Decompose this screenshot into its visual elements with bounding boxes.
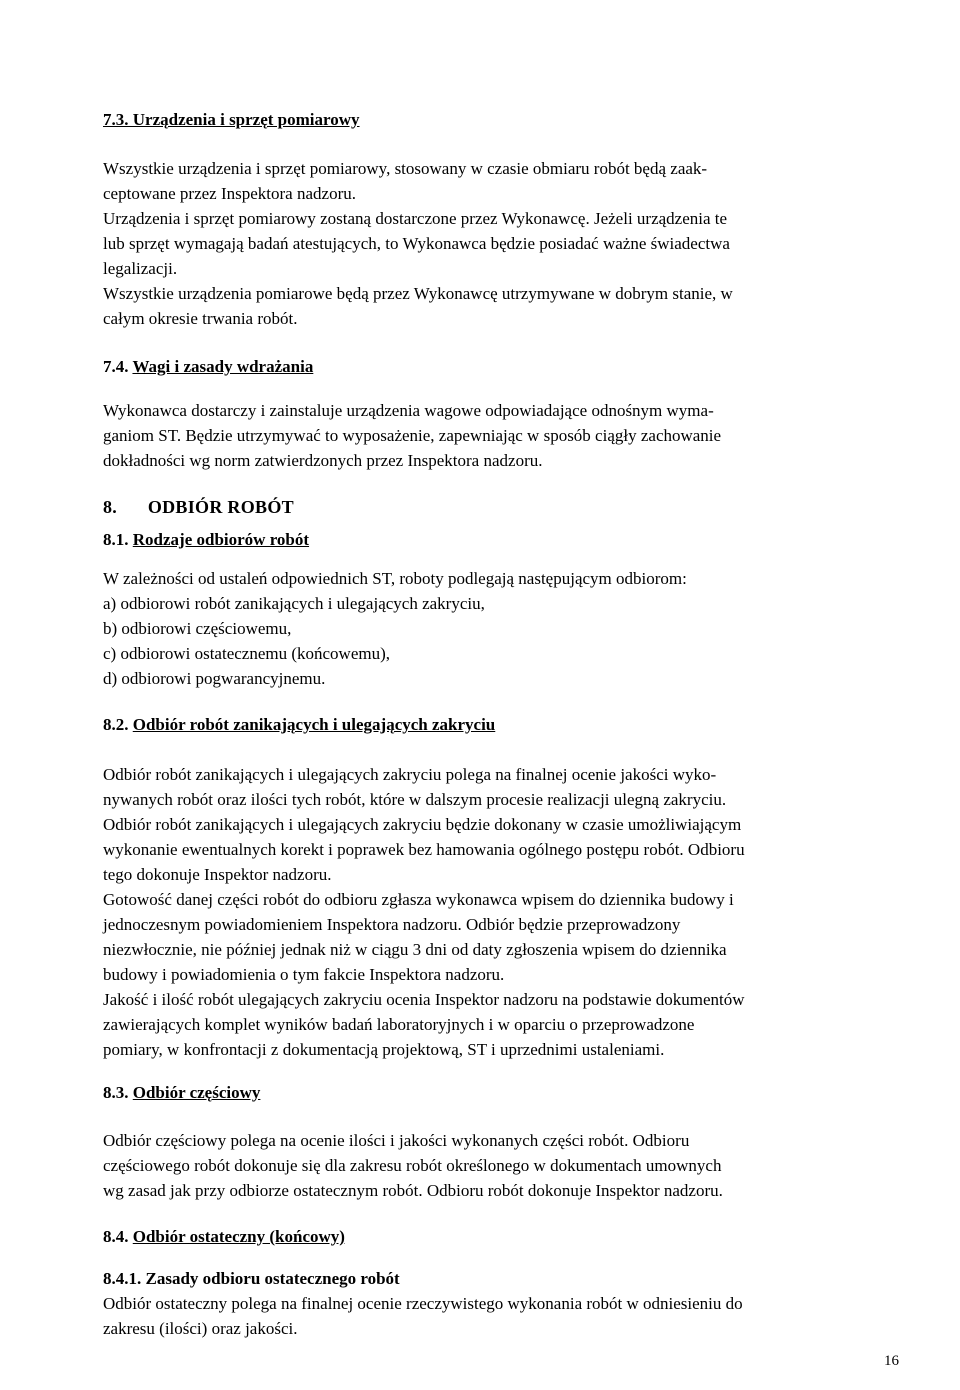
text-line: zawierających komplet wyników badań laboratoryjnych i w oparciu o przeprowadzone bbox=[103, 1015, 695, 1034]
section-title: Odbiór częściowy bbox=[132, 1083, 261, 1102]
section-number: 8.4. bbox=[103, 1227, 129, 1246]
text-line: Odbiór częściowy polega na ocenie ilości i jakości wykonanych części robót. Odbioru bbox=[103, 1131, 690, 1150]
paragraph-7-3 bbox=[103, 156, 873, 331]
text-line: W zależności od ustaleń odpowiednich ST, roboty podlegają następującym odbiorom: bbox=[103, 569, 687, 588]
section-title: Odbiór ostateczny (końcowy) bbox=[132, 1227, 345, 1246]
heading-7-4 bbox=[103, 357, 313, 377]
text-line: ganiom ST. Będzie utrzymywać to wyposażenie, zapewniając w sposób ciągły zachowanie bbox=[103, 426, 722, 445]
text-line: tego dokonuje Inspektor nadzoru. bbox=[103, 865, 332, 884]
text-line: niezwłocznie, nie później jednak niż w ciągu 3 dni od daty zgłoszenia wpisem do dziennika bbox=[103, 940, 727, 959]
text-line: częściowego robót dokonuje się dla zakresu robót określonego w dokumentach umownych bbox=[103, 1156, 722, 1175]
section-title: Odbiór robót zanikających i ulegających zakryciu bbox=[132, 715, 496, 734]
text-line: zakresu (ilości) oraz jakości. bbox=[103, 1319, 298, 1338]
text-line: Odbiór robót zanikających i ulegających zakryciu polega na finalnej ocenie jakości wyko- bbox=[103, 765, 717, 784]
section-number: 7.4. bbox=[103, 357, 129, 376]
list-item: a) odbiorowi robót zanikających i ulegających zakryciu, bbox=[103, 594, 485, 613]
paragraph-8-3 bbox=[103, 1128, 873, 1203]
text-line: budowy i powiadomienia o tym fakcie Inspektora nadzoru. bbox=[103, 965, 505, 984]
text-line: lub sprzęt wymagają badań atestujących, to Wykonawca będzie posiadać ważne świadectwa bbox=[103, 234, 730, 253]
text-line: całym okresie trwania robót. bbox=[103, 309, 298, 328]
paragraph-8-1 bbox=[103, 566, 873, 691]
section-number: 8.2. bbox=[103, 715, 129, 734]
list-item: b) odbiorowi częściowemu, bbox=[103, 619, 292, 638]
heading-8-2 bbox=[103, 715, 495, 735]
text-line: Wykonawca dostarczy i zainstaluje urządzenia wagowe odpowiadające odnośnym wyma- bbox=[103, 401, 714, 420]
heading-8-4-1: 8.4.1. Zasady odbioru ostatecznego robót bbox=[103, 1269, 400, 1288]
text-line: jednoczesnym powiadomieniem Inspektora nadzoru. Odbiór będzie przeprowadzony bbox=[103, 915, 681, 934]
section-title: ODBIÓR ROBÓT bbox=[147, 497, 294, 517]
section-number: 8.1. bbox=[103, 530, 129, 549]
text-line: Gotowość danej części robót do odbioru zgłasza wykonawca wpisem do dziennika budowy i bbox=[103, 890, 734, 909]
heading-8-3 bbox=[103, 1083, 260, 1103]
section-number: 8. bbox=[103, 497, 118, 517]
text-line: Wszystkie urządzenia pomiarowe będą przez Wykonawcę utrzymywane w dobrym stanie, w bbox=[103, 284, 733, 303]
page-number: 16 bbox=[884, 1353, 899, 1369]
text-line: Urządzenia i sprzęt pomiarowy zostaną dostarczone przez Wykonawcę. Jeżeli urządzenia te bbox=[103, 209, 728, 228]
paragraph-8-4-1 bbox=[103, 1291, 873, 1341]
text-line: dokładności wg norm zatwierdzonych przez Inspektora nadzoru. bbox=[103, 451, 543, 470]
text-line: legalizacji. bbox=[103, 259, 178, 278]
text-line: pomiary, w konfrontacji z dokumentacją projektową, ST i uprzednimi ustaleniami. bbox=[103, 1040, 665, 1059]
text-line: ceptowane przez Inspektora nadzoru. bbox=[103, 184, 356, 203]
heading-8-1 bbox=[103, 530, 309, 550]
section-title: Rodzaje odbiorów robót bbox=[132, 530, 310, 549]
heading-7-3: 7.3. Urządzenia i sprzęt pomiarowy bbox=[103, 110, 360, 129]
section-title: Wagi i zasady wdrażania bbox=[132, 357, 314, 376]
text-line: nywanych robót oraz ilości tych robót, które w dalszym procesie realizacji ulegną zakryciu. bbox=[103, 790, 727, 809]
text-line: Odbiór robót zanikających i ulegających zakryciu będzie dokonany w czasie umożliwiającym bbox=[103, 815, 742, 834]
list-item: c) odbiorowi ostatecznemu (końcowemu), bbox=[103, 644, 391, 663]
text-line: Odbiór ostateczny polega na finalnej ocenie rzeczywistego wykonania robót w odniesieniu do bbox=[103, 1294, 743, 1313]
text-line: Jakość i ilość robót ulegających zakryciu ocenia Inspektor nadzoru na podstawie dokumentów bbox=[103, 990, 745, 1009]
heading-8-4 bbox=[103, 1227, 345, 1247]
text-line: wykonanie ewentualnych korekt i poprawek bez hamowania ogólnego postępu robót. Odbioru bbox=[103, 840, 745, 859]
list-item: d) odbiorowi pogwarancyjnemu. bbox=[103, 669, 326, 688]
text-line: Wszystkie urządzenia i sprzęt pomiarowy, stosowany w czasie obmiaru robót będą zaak- bbox=[103, 159, 708, 178]
heading-8 bbox=[103, 497, 294, 517]
text-line: wg zasad jak przy odbiorze ostatecznym robót. Odbioru robót dokonuje Inspektor nadzoru. bbox=[103, 1181, 723, 1200]
section-number: 8.3. bbox=[103, 1083, 129, 1102]
paragraph-8-2 bbox=[103, 762, 873, 1062]
paragraph-7-4 bbox=[103, 398, 873, 473]
